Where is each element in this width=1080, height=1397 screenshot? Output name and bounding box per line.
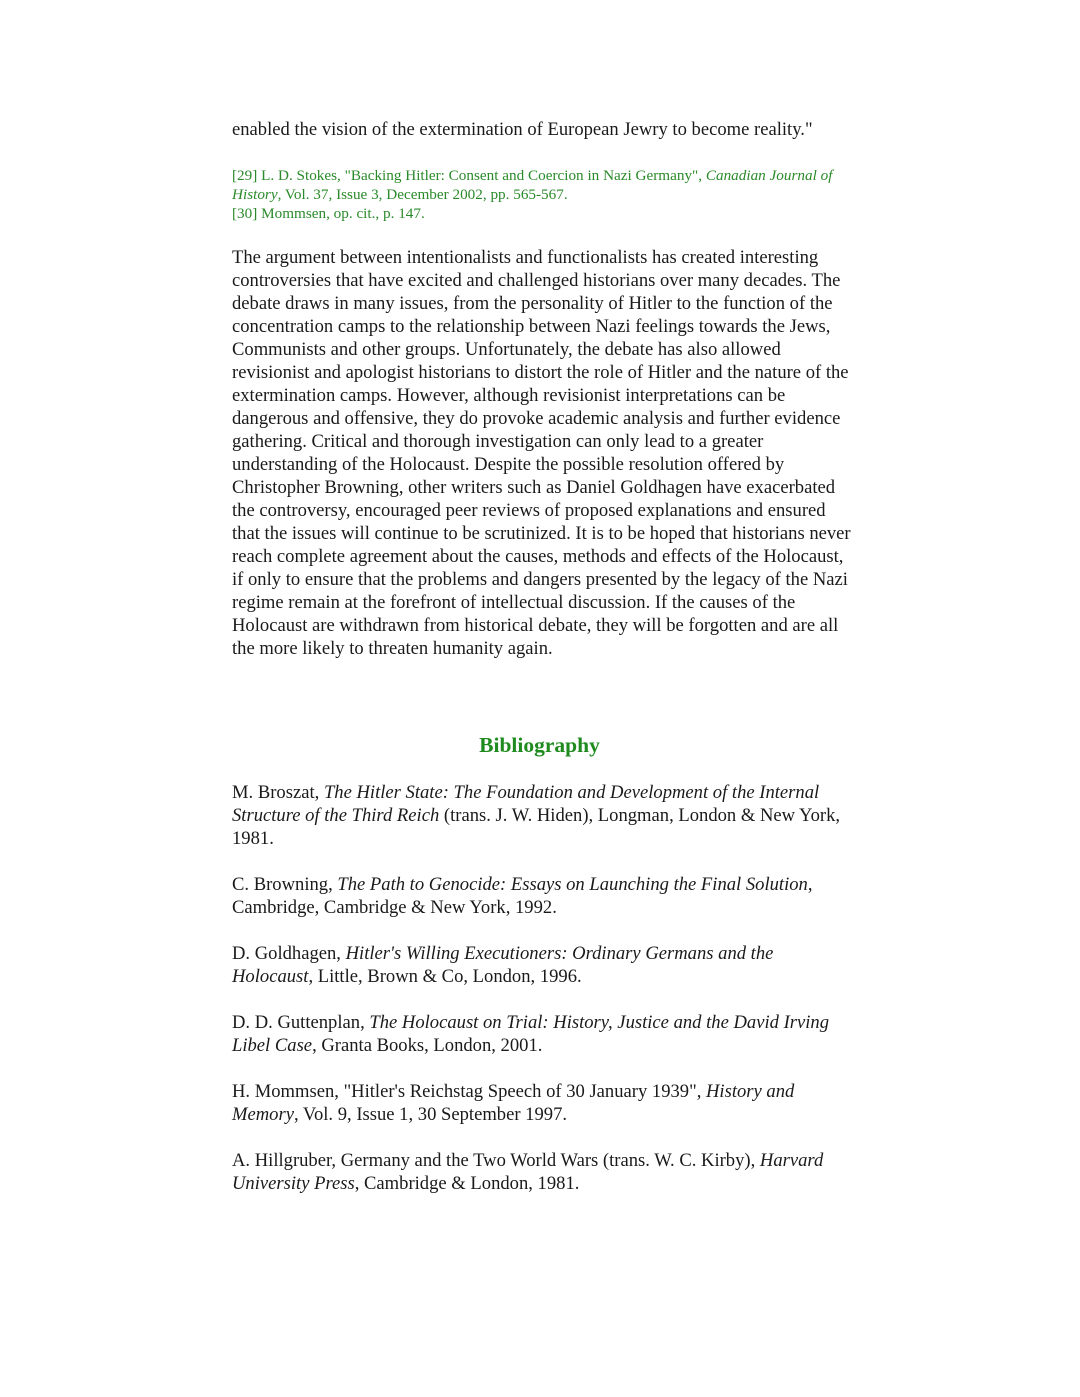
conclusion-paragraph: The argument between intentionalists and functionalists has created interesting controversies that have excited and challenged historians over many decades. The debate draws in many issues, from the personality of Hitler to the function of the concentration camps to the relationship between Nazi feelings towards the Jews, Communists and other groups. Unfortunately, the debate has also allowed revisionist and apologist historians to distort the role of Hitler and the nature of the extermination camps. However, although revisionist interpretations can be dangerous and offensive, they do provoke academic analysis and further evidence gathering. Critical and thorough investigation can only lead to a greater understanding of the Holocaust. Despite the possible resolution offered by Christopher Browning, other writers such as Daniel Goldhagen have exacerbated the controversy, encouraged peer reviews of proposed explanations and ensured that the issues will continue to be scrutinized. It is to be hoped that historians never reach complete agreement about the causes, methods and effects of the Holocaust, if only to ensure that the problems and dangers presented by the legacy of the Nazi regime remain at the forefront of intellectual discussion. If the causes of the Holocaust are withdrawn from historical debate, they will be forgotten and are all the more likely to threaten humanity again. [232, 247, 851, 659]
bibliography-heading: Bibliography [479, 733, 600, 757]
bibliography-entry: C. Browning, The Path to Genocide: Essays on Launching the Final Solution, Cambridge, Cambridge & New York, 1992. [232, 874, 813, 918]
footnote-29: [29] L. D. Stokes, "Backing Hitler: Consent and Coercion in Nazi Germany", Canadian Journal of History, Vol. 37, Issue 3, December 2002, pp. 565-567. [232, 167, 833, 203]
footnote-journal-title: Canadian Journal of History [232, 167, 833, 203]
intro-paragraph-tail: enabled the vision of the extermination of European Jewry to become reality." [232, 119, 813, 140]
bibliography-list [232, 781, 852, 1195]
bibliography-entry: A. Hillgruber, Germany and the Two World Wars (trans. W. C. Kirby), Harvard University Press, Cambridge & London, 1981. [232, 1150, 824, 1194]
bibliography-entry: H. Mommsen, "Hitler's Reichstag Speech of 30 January 1939", History and Memory, Vol. 9, Issue 1, 30 September 1997. [232, 1081, 795, 1125]
document-page [232, 118, 852, 1195]
footnotes [232, 166, 852, 223]
bibliography-entry: M. Broszat, The Hitler State: The Foundation and Development of the Internal Structure of the Third Reich (trans. J. W. Hiden), Longman, London & New York, 1981. [232, 782, 841, 849]
bibliography-entry: D. D. Guttenplan, The Holocaust on Trial: History, Justice and the David Irving Libel Case, Granta Books, London, 2001. [232, 1012, 830, 1056]
footnote-30: [30] Mommsen, op. cit., p. 147. [232, 205, 425, 222]
bibliography-entry: D. Goldhagen, Hitler's Willing Executioners: Ordinary Germans and the Holocaust, Little, Brown & Co, London, 1996. [232, 943, 774, 987]
